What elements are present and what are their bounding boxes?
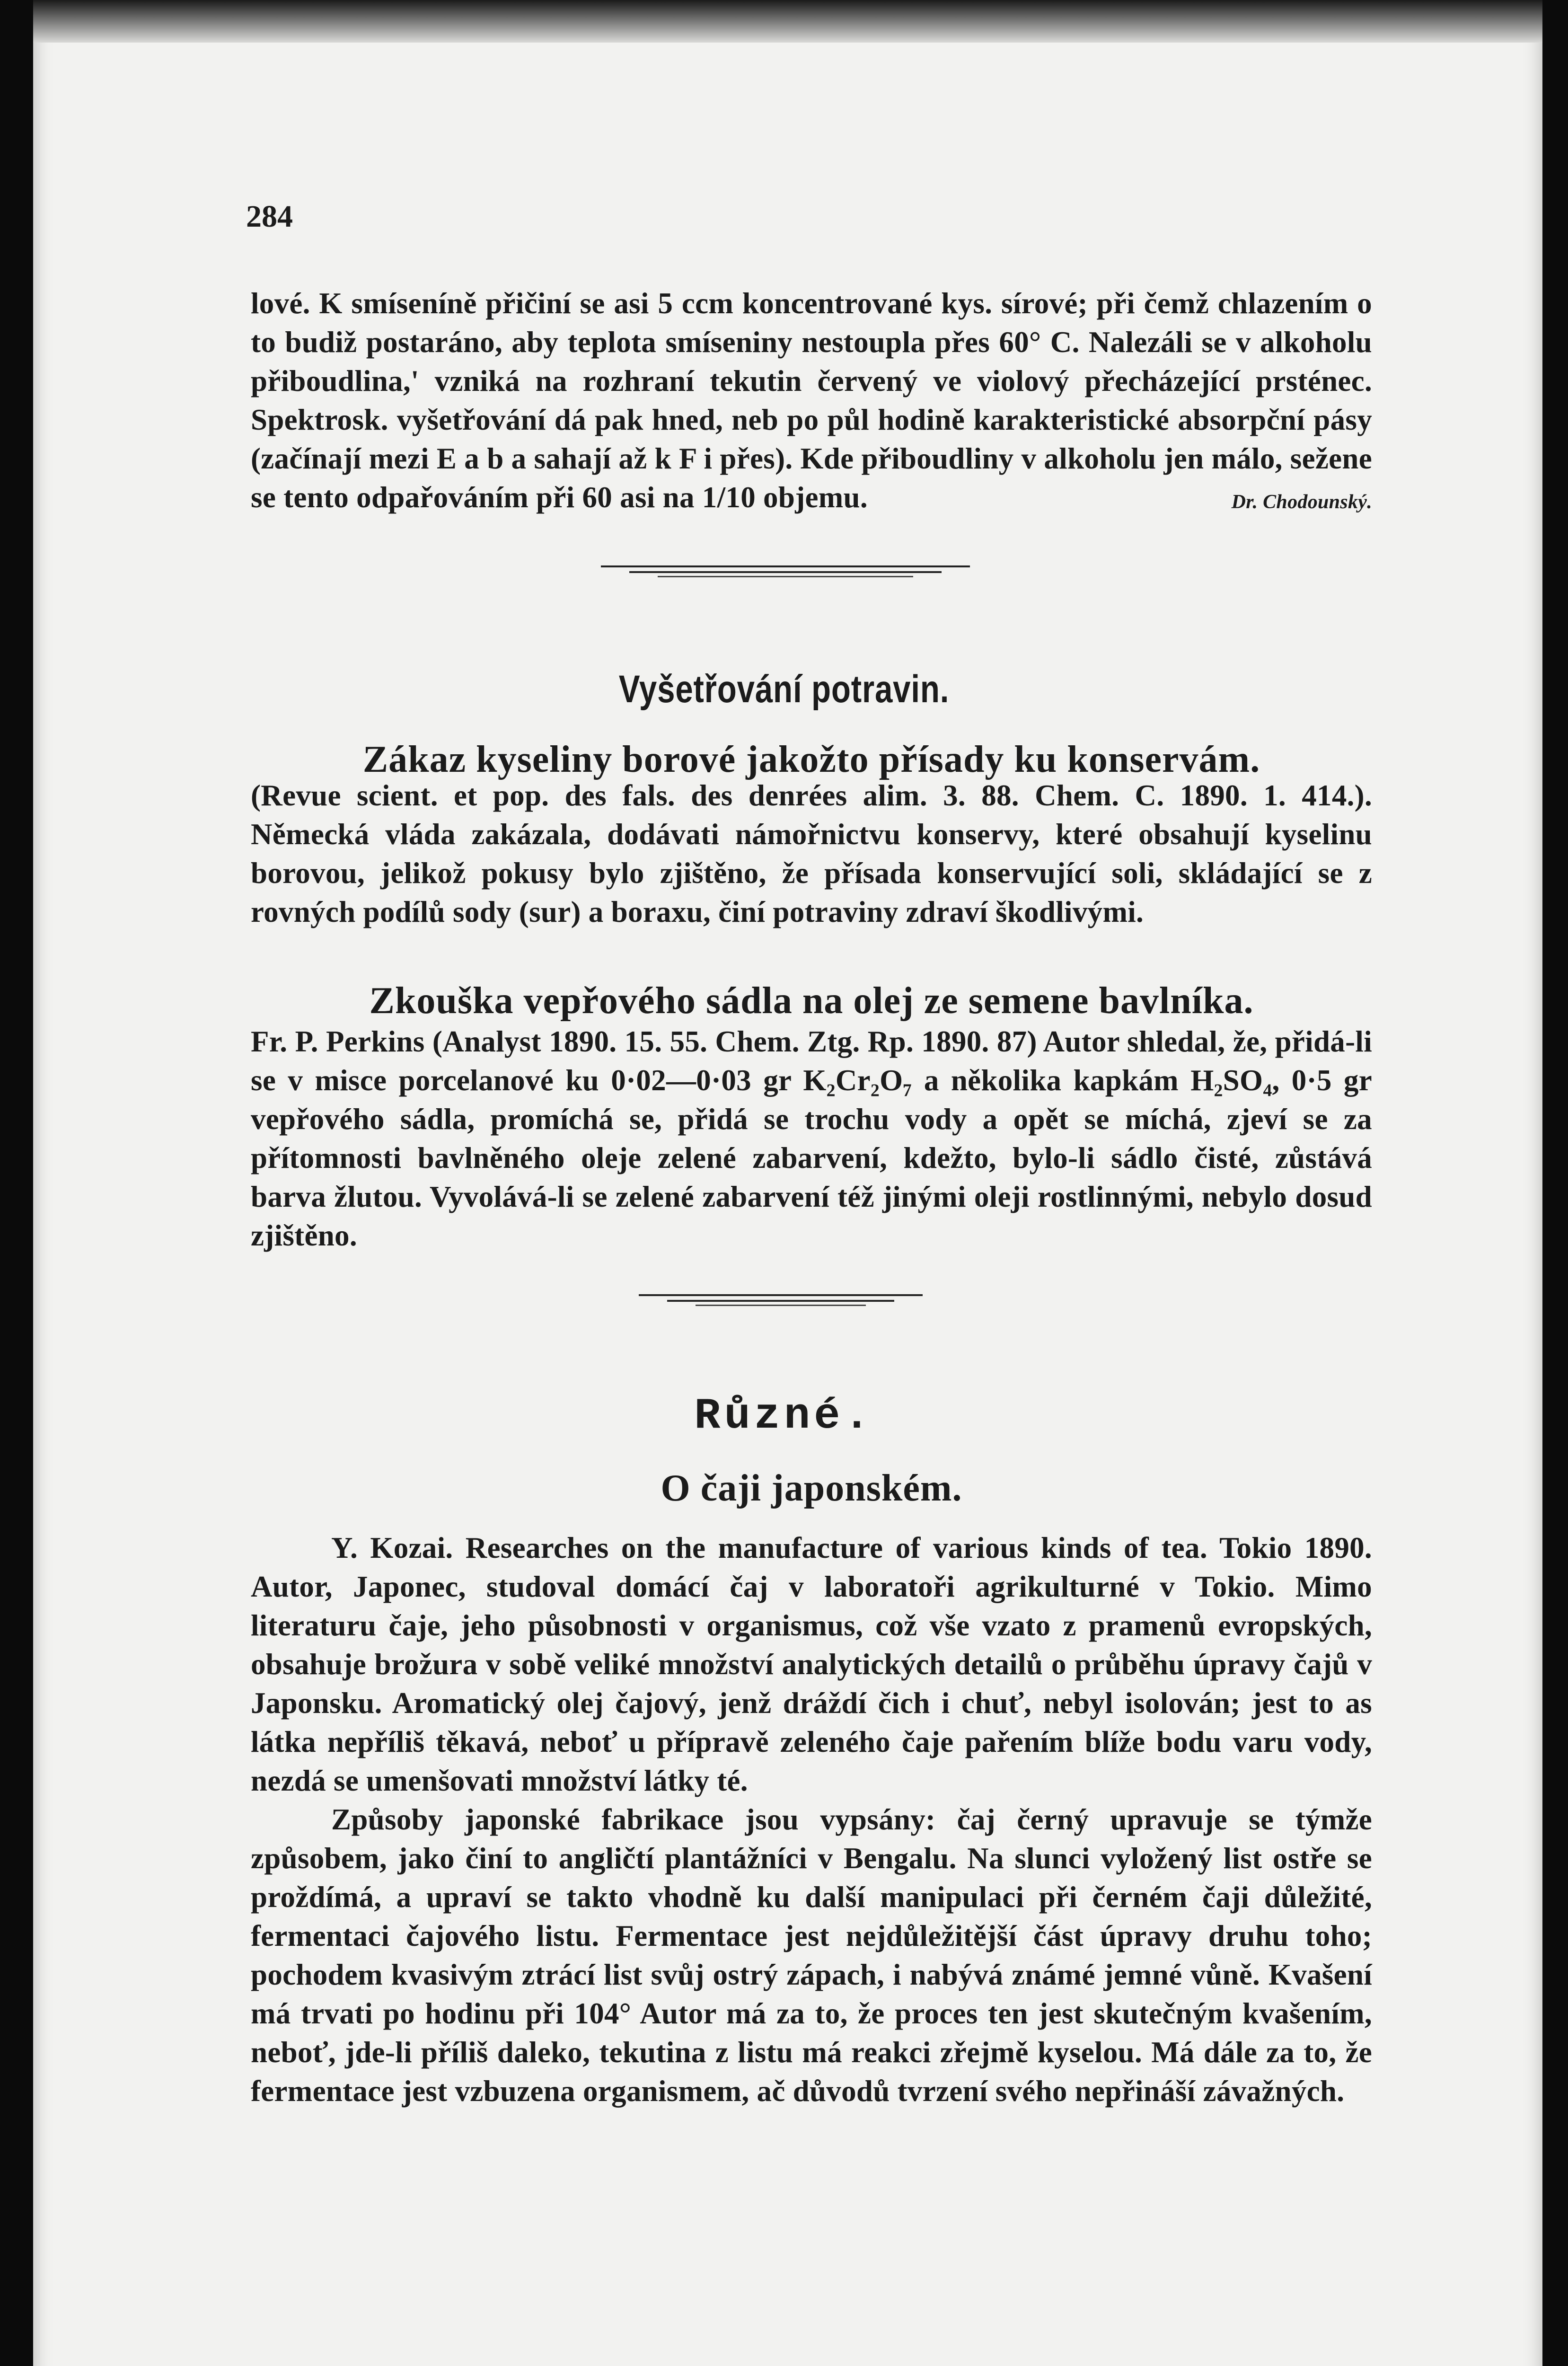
- article-lard-test-text: Fr. P. Perkins (Analyst 1890. 15. 55. Chem. Ztg. Rp. 1890. 87) Autor shledal, že, přidá-li se v misce porcelanové ku 0·02—0·03 gr K₂Cr₂O₇ a několika kapkám H₂SO₄, 0·5 gr vepřového sádla, promíchá se, přidá se trochu vody a opět se míchá, zjeví se za přítomnosti bavlněného oleje zelené zabarvení, kdežto, bylo-li sádlo čisté, zůstává barva žlutou. Vyvolává-li se zelené zabarvení též jinými oleji rostlinnými, nebylo dosud zjištěno.: [251, 1025, 1372, 1252]
- section-title-food-inspection: Vyšetřování potravin.: [618, 668, 950, 711]
- article-lard-test-block: [251, 1022, 1372, 1255]
- article-japanese-tea-para-1: Y. Kozai. Researches on the manufacture of various kinds of tea. Tokio 1890. Autor, Japonec, studoval domácí čaj v laboratoři agrikulturné v Tokio. Mimo literaturu čaje, jeho působnosti v organismus, což vše vzato z pramenů evropských, obsahuje brožura v sobě veliké množství analytických detailů o průběhu úpravy čajů v Japonsku. Aromatický olej čajový, jenž dráždí čich i chuť, nebyl isolován; jest to as látka nepříliš těkavá, neboť u přípravě zeleného čaje pařením blíže bodu varu vody, nezdá se umenšovati množství látky té.: [251, 1531, 1372, 1797]
- intro-paragraph: [251, 284, 1372, 517]
- scan-edge-right: [1542, 0, 1568, 2366]
- article-japanese-tea-para-2: Způsoby japonské fabrikace jsou vypsány: čaj černý upravuje se týmže způsobem, jako činí to angličtí plantážníci v Bengalu. Na slunci vyložený list ostře se proždímá, a upraví se takto vhodně ku další manipulaci při černém čaji důležité, fermentaci čajového listu. Fermentace jest nejdůležitější část úpravy druhu toho; pochodem kvasivým ztrácí list svůj ostrý zápach, i nabývá známé jemné vůně. Kvašení má trvati po hodinu při 104° Autor má za to, že proces ten jest skutečným kvašením, neboť, jde-li příliš daleko, tekutina z listu má reakci zřejmě kyselou. Má dále za to, že fermentace jest vzbuzena organismem, ač důvodů tvrzení svého nepřináší závažných.: [251, 1803, 1372, 2108]
- intro-text: lové. K smíseníně přičiní se asi 5 ccm koncentrované kys. sírové; při čemž chlazením o to budiž postaráno, aby teplota smíseniny nestoupla přes 60° C. Nalezáli se v alkoholu přiboudlina,' vzniká na rozhraní tekutin červený ve violový přecházející prsténec. Spektrosk. vyšetřování dá pak hned, neb po půl hodině karakteristické absorpční pásy (začínají mezi E a b a sahají až k F i přes). Kde přiboudliny v alkoholu jen málo, sežene se tento odpařováním při 60 asi na 1/10 objemu.: [251, 287, 1372, 514]
- scan-edge-left: [0, 0, 33, 2366]
- article-boric-acid-text: (Revue scient. et pop. des fals. des denrées alim. 3. 88. Chem. C. 1890. 1. 414.). Německá vláda zakázala, dodávati námořnictvu konservy, které obsahují kyselinu borovou, jelikož pokusy bylo zjištěno, že přísada konservující soli, skládající se z rovných podílů sody (sur) a boraxu, činí potraviny zdraví škodlivými.: [251, 779, 1372, 928]
- intro-paragraph-block: [251, 284, 1372, 521]
- article-title-boric-acid: Zákaz kyseliny borové jakožto přísady ku konservám.: [362, 739, 1260, 780]
- scan-top-band: [33, 0, 1542, 43]
- article-title-japanese-tea: O čaji japonském.: [661, 1467, 962, 1509]
- page-number: 284: [246, 199, 293, 234]
- article-boric-acid-block: [251, 776, 1372, 931]
- article-title-lard-test: Zkouška vepřového sádla na olej ze semene bavlníka.: [369, 980, 1254, 1022]
- section-title-miscellaneous: Různé.: [694, 1391, 874, 1441]
- intro-signature: Dr. Chodounský.: [1231, 491, 1372, 513]
- article-japanese-tea-block: [251, 1528, 1372, 2110]
